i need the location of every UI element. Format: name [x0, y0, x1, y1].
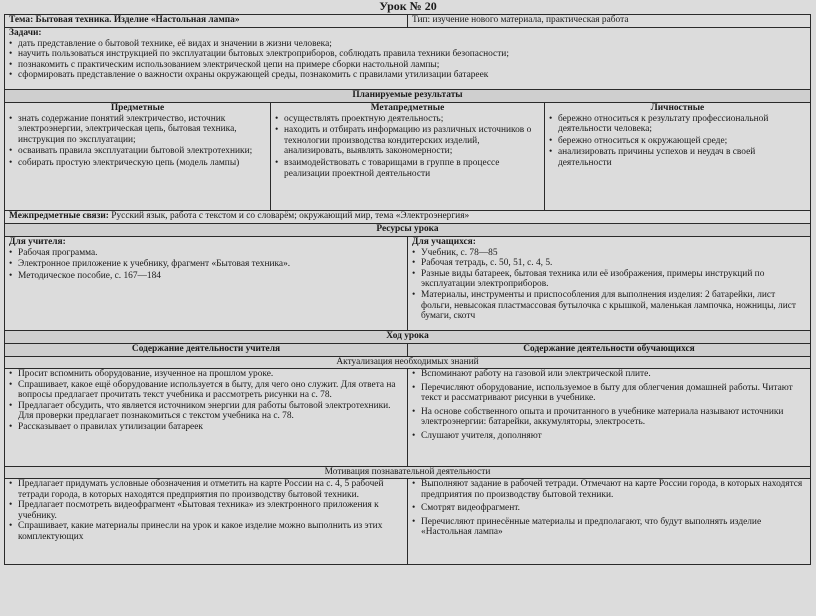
student-resources-cell — [408, 237, 811, 331]
stage-2-title: Мотивация познавательной деятельности — [5, 467, 811, 479]
interdisciplinary-label: Межпредметные связи: — [9, 211, 109, 221]
list-item: • знать содержание понятий электричество, источник электроэнергии, электрическая цепь, бытовая техника, инструкция по эксплуатации; — [9, 114, 266, 146]
personal-results-cell — [545, 103, 811, 211]
subject-results-cell — [5, 103, 271, 211]
stage-1-student-cell — [408, 369, 811, 467]
list-item: • Спрашивает, какое ещё оборудование используется в быту, для чего оно служит. Для ответа на вопросы предлагает прочитать текст учебника и рассмотреть рисунки на с. 78. — [9, 380, 403, 401]
theme-cell — [5, 15, 408, 28]
list-item: • Предлагает посмотреть видеофрагмент «Бытовая техника» из электронного приложения к учебнику. — [9, 500, 403, 521]
list-item: • бережно относиться к окружающей среде; — [549, 136, 806, 147]
list-item: • Перечисляют оборудование, используемое в быту для облегчения домашней работы. Читают текст и рассматривают рисунки в учебнике. — [412, 383, 806, 404]
list-item: • познакомить с практическим использованием электрической цепи на примере сборки настольной лампы; — [9, 60, 806, 71]
list-item: • Рассказывает о правилах утилизации батареек — [9, 422, 403, 433]
type-text: Тип: изучение нового материала, практическая работа — [412, 15, 629, 25]
list-item: • Предлагает обсудить, что является источником энергии для работы бытовой электротехники. Для проверки предлагает познакомиться с текстом учебника на с. 78. — [9, 401, 403, 422]
stage-2-student-list — [412, 479, 806, 538]
type-cell — [408, 15, 811, 28]
list-item: • Рабочая тетрадь, с. 50, 51, с. 4, 5. — [412, 258, 806, 269]
meta-results-label: Метапредметные — [370, 103, 445, 113]
meta-results-cell — [271, 103, 545, 211]
tasks-label: Задачи: — [9, 28, 42, 38]
stage-1-teacher-cell — [5, 369, 408, 467]
list-item: • Спрашивает, какие материалы принесли на урок и какое изделие можно выполнить из этих комплектующих — [9, 521, 403, 542]
list-item: • дать представление о бытовой технике, её видах и значении в жизни человека; — [9, 39, 806, 50]
teacher-resources-cell — [5, 237, 408, 331]
list-item: • анализировать причины успехов и неудач в своей деятельности — [549, 147, 806, 168]
resources-heading: Ресурсы урока — [5, 224, 811, 237]
list-item: • Слушают учителя, дополняют — [412, 431, 806, 442]
list-item: • бережно относиться к результату профессиональной деятельности человека; — [549, 114, 806, 135]
list-item: • Материалы, инструменты и приспособления для выполнения изделия: 2 батарейки, лист фольги, невысокая пластмассовая бутылочка с крышкой, маленькая лампочка, ножницы, лист бумаги, скотч — [412, 290, 806, 322]
list-item: • Разные виды батареек, бытовая техника или её изображения, примеры инструкций по эксплуатации электроприборов. — [412, 269, 806, 290]
list-item: • взаимодействовать с товарищами в группе в процессе реализации проектной деятельности — [275, 158, 540, 179]
stage-1-title: Актуализация необходимых знаний — [5, 357, 811, 369]
stage-2-teacher-list — [9, 479, 403, 543]
lesson-plan-table — [4, 14, 811, 565]
lesson-title: Урок № 20 — [379, 0, 437, 13]
list-item: • Методическое пособие, с. 167—184 — [9, 271, 403, 282]
list-item: • научить пользоваться инструкцией по эксплуатации бытовых электроприборов, соблюдать правила техники безопасности; — [9, 49, 806, 60]
teacher-resources-label: Для учителя: — [9, 237, 66, 247]
list-item: • сформировать представление о важности охраны окружающей среды, познакомить с правилами утилизации батареек — [9, 70, 806, 81]
list-item: • Смотрят видеофрагмент. — [412, 503, 806, 514]
list-item: • На основе собственного опыта и прочитанного в учебнике материала называют источники электроэнергии: батарейки, аккумуляторы, электросеть. — [412, 407, 806, 428]
teacher-activity-header: Содержание деятельности учителя — [5, 344, 408, 357]
list-item: • Выполняют задание в рабочей тетради. Отмечают на карте России города, в которых находятся предприятия по производству бытовой техники. — [412, 479, 806, 500]
list-item: • осуществлять проектную деятельность; — [275, 114, 540, 125]
planned-results-heading: Планируемые результаты — [5, 90, 811, 103]
list-item: • Предлагает придумать условные обозначения и отметить на карте России на с. 4, 5 рабочей тетради города, в которых находятся предприятия по производству бытовой техники. — [9, 479, 403, 500]
list-item: • Просит вспомнить оборудование, изученное на прошлом уроке. — [9, 369, 403, 380]
list-item: • Учебник, с. 78—85 — [412, 248, 806, 259]
subject-results-list — [9, 114, 266, 169]
student-resources-list — [412, 248, 806, 322]
list-item: • Перечисляют принесённые материалы и предполагают, что будут выполнять изделие «Настольная лампа» — [412, 517, 806, 538]
tasks-cell — [5, 28, 811, 90]
list-item: • собирать простую электрическую цепь (модель лампы) — [9, 158, 266, 169]
tasks-list — [9, 39, 806, 81]
teacher-resources-list — [9, 248, 403, 282]
list-item: • Рабочая программа. — [9, 248, 403, 259]
personal-results-label: Личностные — [650, 103, 705, 113]
list-item: • Электронное приложение к учебнику, фрагмент «Бытовая техника». — [9, 259, 403, 270]
stage-1-teacher-list — [9, 369, 403, 433]
personal-results-list — [549, 114, 806, 169]
student-activity-header: Содержание деятельности обучающихся — [408, 344, 811, 357]
list-item: • находить и отбирать информацию из различных источников о технологии производства кондитерских изделий, анализировать, выявлять закономерности; — [275, 125, 540, 157]
stage-1-student-list — [412, 369, 806, 442]
student-resources-label: Для учащихся: — [412, 237, 476, 247]
interdisciplinary-text: Русский язык, работа с текстом и со словарём; окружающий мир, тема «Электроэнергия» — [111, 211, 470, 221]
lesson-flow-heading: Ход урока — [5, 331, 811, 344]
stage-2-teacher-cell — [5, 479, 408, 565]
list-item: • Вспоминают работу на газовой или электрической плите. — [412, 369, 806, 380]
meta-results-list — [275, 114, 540, 180]
subject-results-label: Предметные — [110, 103, 165, 113]
theme-text: Тема: Бытовая техника. Изделие «Настольная лампа» — [9, 15, 240, 25]
stage-2-student-cell — [408, 479, 811, 565]
interdisciplinary-cell — [5, 211, 811, 224]
list-item: • осваивать правила эксплуатации бытовой электротехники; — [9, 146, 266, 157]
